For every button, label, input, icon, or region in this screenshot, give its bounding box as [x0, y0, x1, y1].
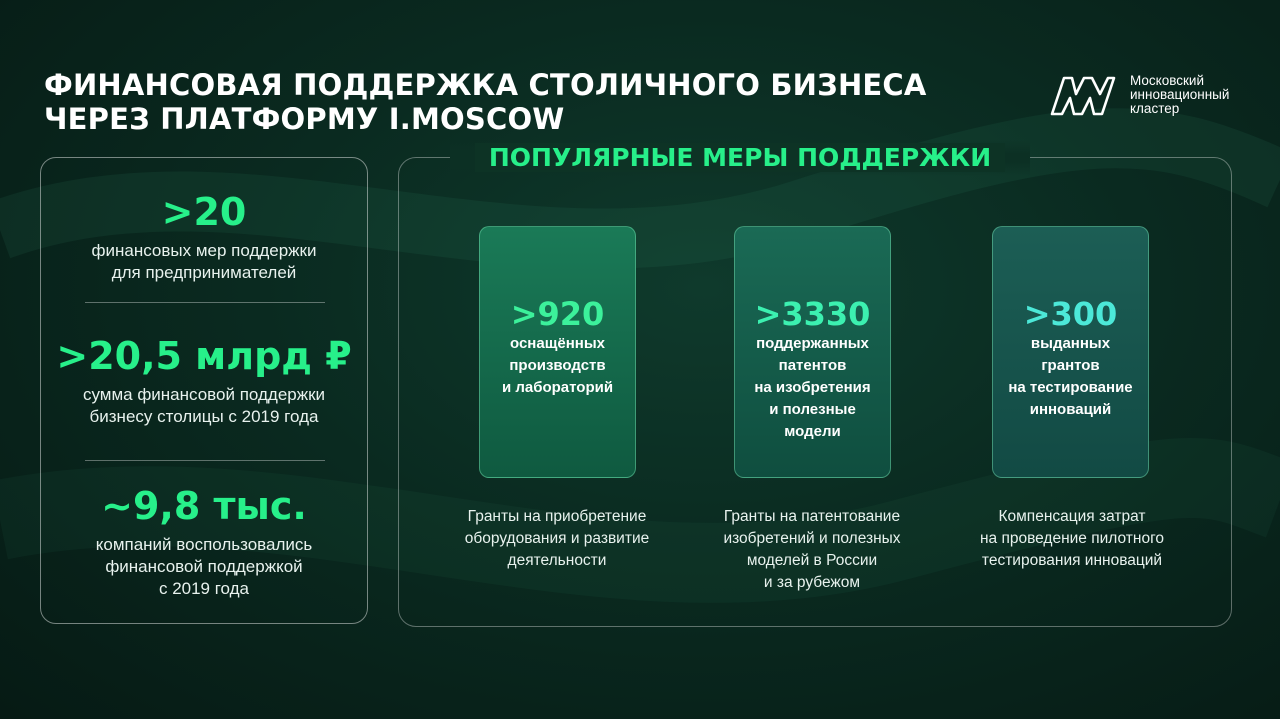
measure-caption-patents	[692, 506, 932, 594]
summary-panel	[40, 157, 368, 624]
measure-card-description	[480, 333, 635, 399]
measure-caption-line: оборудования и развитие	[464, 530, 650, 547]
measure-card-patents	[734, 226, 891, 478]
page-title-line-2: ЧЕРЕЗ ПЛАТФОРМУ I.MOSCOW	[44, 102, 565, 136]
measure-card-value: >3330	[754, 295, 871, 333]
popular-measures-heading	[450, 140, 1030, 176]
logo-text-line-3: кластер	[1130, 101, 1180, 116]
measure-caption-line: Компенсация затрат	[998, 508, 1146, 525]
stat-description-line: компаний воспользовались	[95, 535, 313, 554]
logo-text	[1130, 74, 1229, 116]
measure-caption-line: изобретений и полезных	[723, 530, 901, 547]
stat-support-amount	[41, 334, 367, 428]
measure-card-description-line: выданных	[1030, 335, 1111, 352]
popular-measures-heading-text: ПОПУЛЯРНЫЕ МЕРЫ ПОДДЕРЖКИ	[475, 143, 1005, 172]
stat-description	[41, 240, 367, 284]
measure-card-description-line: на тестирование	[1008, 379, 1133, 396]
stat-value: >20,5 млрд ₽	[56, 334, 352, 378]
stat-description-line: финансовых мер поддержки	[91, 241, 317, 260]
measure-card-grants	[992, 226, 1149, 478]
stat-description-line: финансовой поддержкой	[105, 557, 303, 576]
stat-value: ~9,8 тыс.	[101, 484, 307, 528]
measure-card-description-line: на изобретения	[754, 379, 871, 396]
measure-card-value: >300	[1023, 295, 1118, 333]
measure-caption-equipment	[437, 506, 677, 572]
measure-card-description-line: и лабораторий	[501, 379, 614, 396]
measure-caption-line: на проведение пилотного	[979, 530, 1165, 547]
page-title-line-1: ФИНАНСОВАЯ ПОДДЕРЖКА СТОЛИЧНОГО БИЗНЕСА	[44, 68, 927, 102]
logo-text-line-1: Московский	[1130, 73, 1204, 88]
logo-text-line-2: инновационный	[1130, 87, 1230, 102]
divider	[85, 460, 325, 461]
measure-card-description-line: производств	[509, 357, 606, 374]
stat-measures-count	[41, 190, 367, 284]
stat-value: >20	[161, 190, 247, 234]
stat-description	[41, 384, 367, 428]
stat-description-line: для предпринимателей	[111, 263, 297, 282]
measure-caption-line: деятельности	[507, 552, 607, 569]
measure-card-equipment	[479, 226, 636, 478]
measure-caption-line: моделей в России	[746, 552, 878, 569]
stat-description	[41, 534, 367, 600]
stat-description-line: сумма финансовой поддержки	[82, 385, 326, 404]
measure-card-description-line: оснащённых	[510, 335, 605, 352]
measure-card-description-line: патентов	[778, 357, 847, 374]
measure-card-description-line: грантов	[1041, 357, 1100, 374]
measure-caption-line: тестирования инноваций	[981, 552, 1163, 569]
measure-card-description-line: модели	[784, 423, 841, 440]
stat-description-line: с 2019 года	[158, 579, 250, 598]
measure-caption-grants	[952, 506, 1192, 572]
stat-companies-count	[41, 484, 367, 600]
measure-card-description-line: инноваций	[1029, 401, 1112, 418]
measure-caption-line: и за рубежом	[763, 574, 861, 591]
divider	[85, 302, 325, 303]
measure-card-description	[735, 333, 890, 443]
measure-card-value: >920	[510, 295, 605, 333]
measure-caption-line: Гранты на приобретение	[467, 508, 647, 525]
stat-description-line: бизнесу столицы с 2019 года	[89, 407, 319, 426]
page-title	[44, 68, 927, 136]
logo	[1050, 74, 1250, 118]
measure-card-description-line: поддержанных	[756, 335, 869, 352]
measure-card-description-line: и полезные	[769, 401, 856, 418]
mic-logo-icon	[1050, 74, 1116, 116]
measure-card-description	[993, 333, 1148, 421]
measure-caption-line: Гранты на патентование	[723, 508, 901, 525]
